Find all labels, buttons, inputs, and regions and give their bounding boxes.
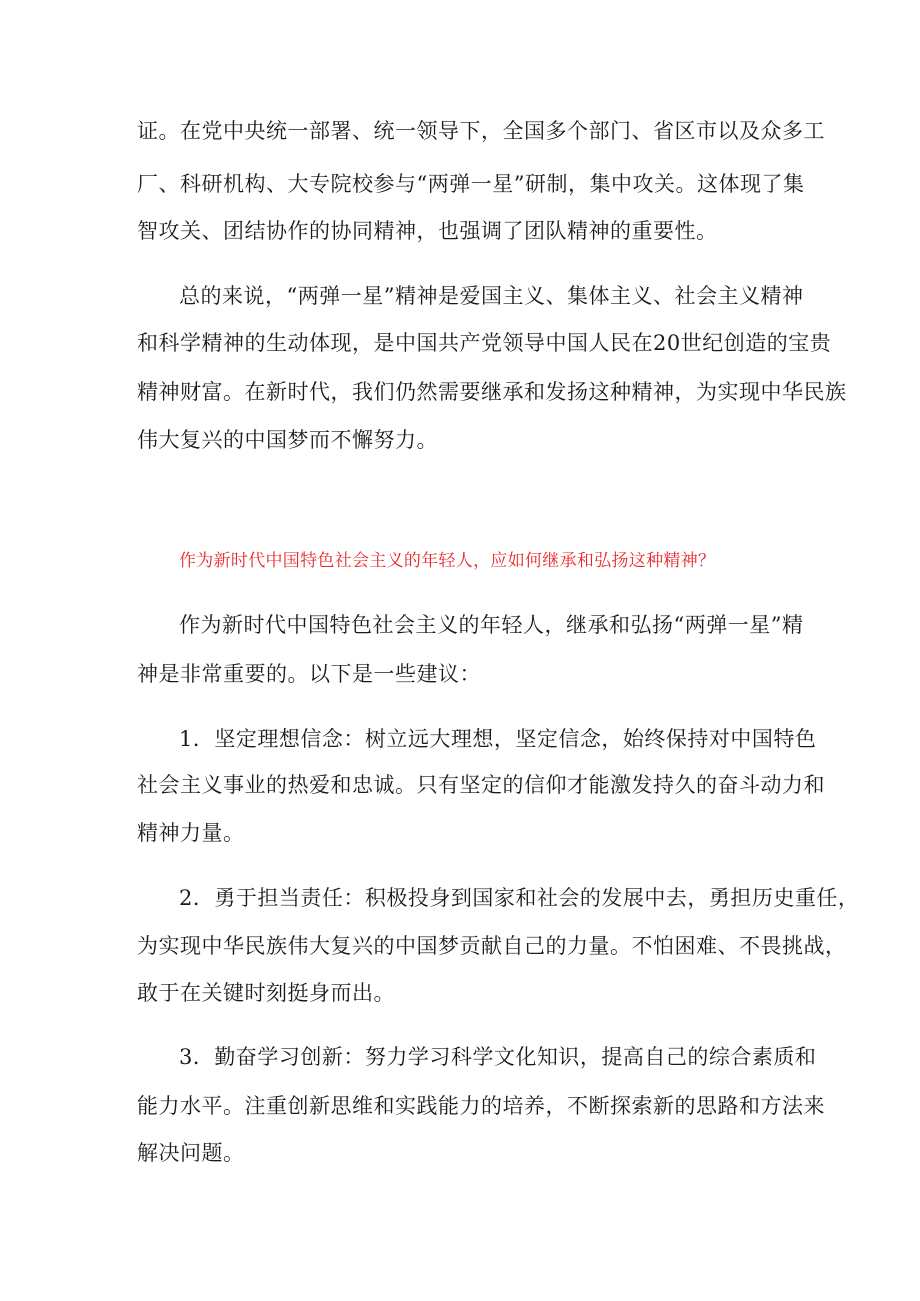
section-heading: 作为新时代中国特色社会主义的年轻人，应如何继承和弘扬这种精神？ [179, 551, 716, 571]
text-line: 作为新时代中国特色社会主义的年轻人，继承和弘扬“两弹一星”精 [179, 613, 804, 637]
text-line: 能力水平。注重创新思维和实践能力的培养，不断探索新的思路和方法来 [137, 1094, 825, 1118]
text-line: 精神财富。在新时代，我们仍然需要继承和发扬这种精神，为实现中华民族 [137, 380, 847, 404]
text-line: 总的来说，“两弹一星”精神是爱国主义、集体主义、社会主义精神 [179, 284, 804, 308]
text-line: 智攻关、团结协作的协同精神，也强调了团队精神的重要性。 [137, 219, 718, 243]
text-line: 敢于在关键时刻挺身而出。 [137, 981, 395, 1005]
text-line: 1．坚定理想信念：树立远大理想，坚定信念，始终保持对中国特色 [179, 727, 817, 751]
text-line: 精神力量。 [137, 821, 245, 845]
text-line: 为实现中华民族伟大复兴的中国梦贡献自己的力量。不怕困难、不畏挑战， [137, 934, 847, 958]
text-line: 解决问题。 [137, 1141, 245, 1165]
text-line: 伟大复兴的中国梦而不懈努力。 [137, 428, 438, 452]
text-line: 和科学精神的生动体现，是中国共产党领导中国人民在20世纪创造的宝贵 [137, 331, 832, 355]
text-line: 2．勇于担当责任：积极投身到国家和社会的发展中去，勇担历史重任， [179, 886, 860, 910]
text-line: 3．勤奋学习创新：努力学习科学文化知识，提高自己的综合素质和 [179, 1045, 817, 1069]
text-line: 社会主义事业的热爱和忠诚。只有坚定的信仰才能激发持久的奋斗动力和 [137, 773, 825, 797]
text-line: 神是非常重要的。以下是一些建议： [137, 662, 481, 686]
text-line: 证。在党中央统一部署、统一领导下，全国多个部门、省区市以及众多工 [137, 119, 825, 143]
text-line: 厂、科研机构、大专院校参与“两弹一星”研制，集中攻关。这体现了集 [137, 172, 805, 196]
